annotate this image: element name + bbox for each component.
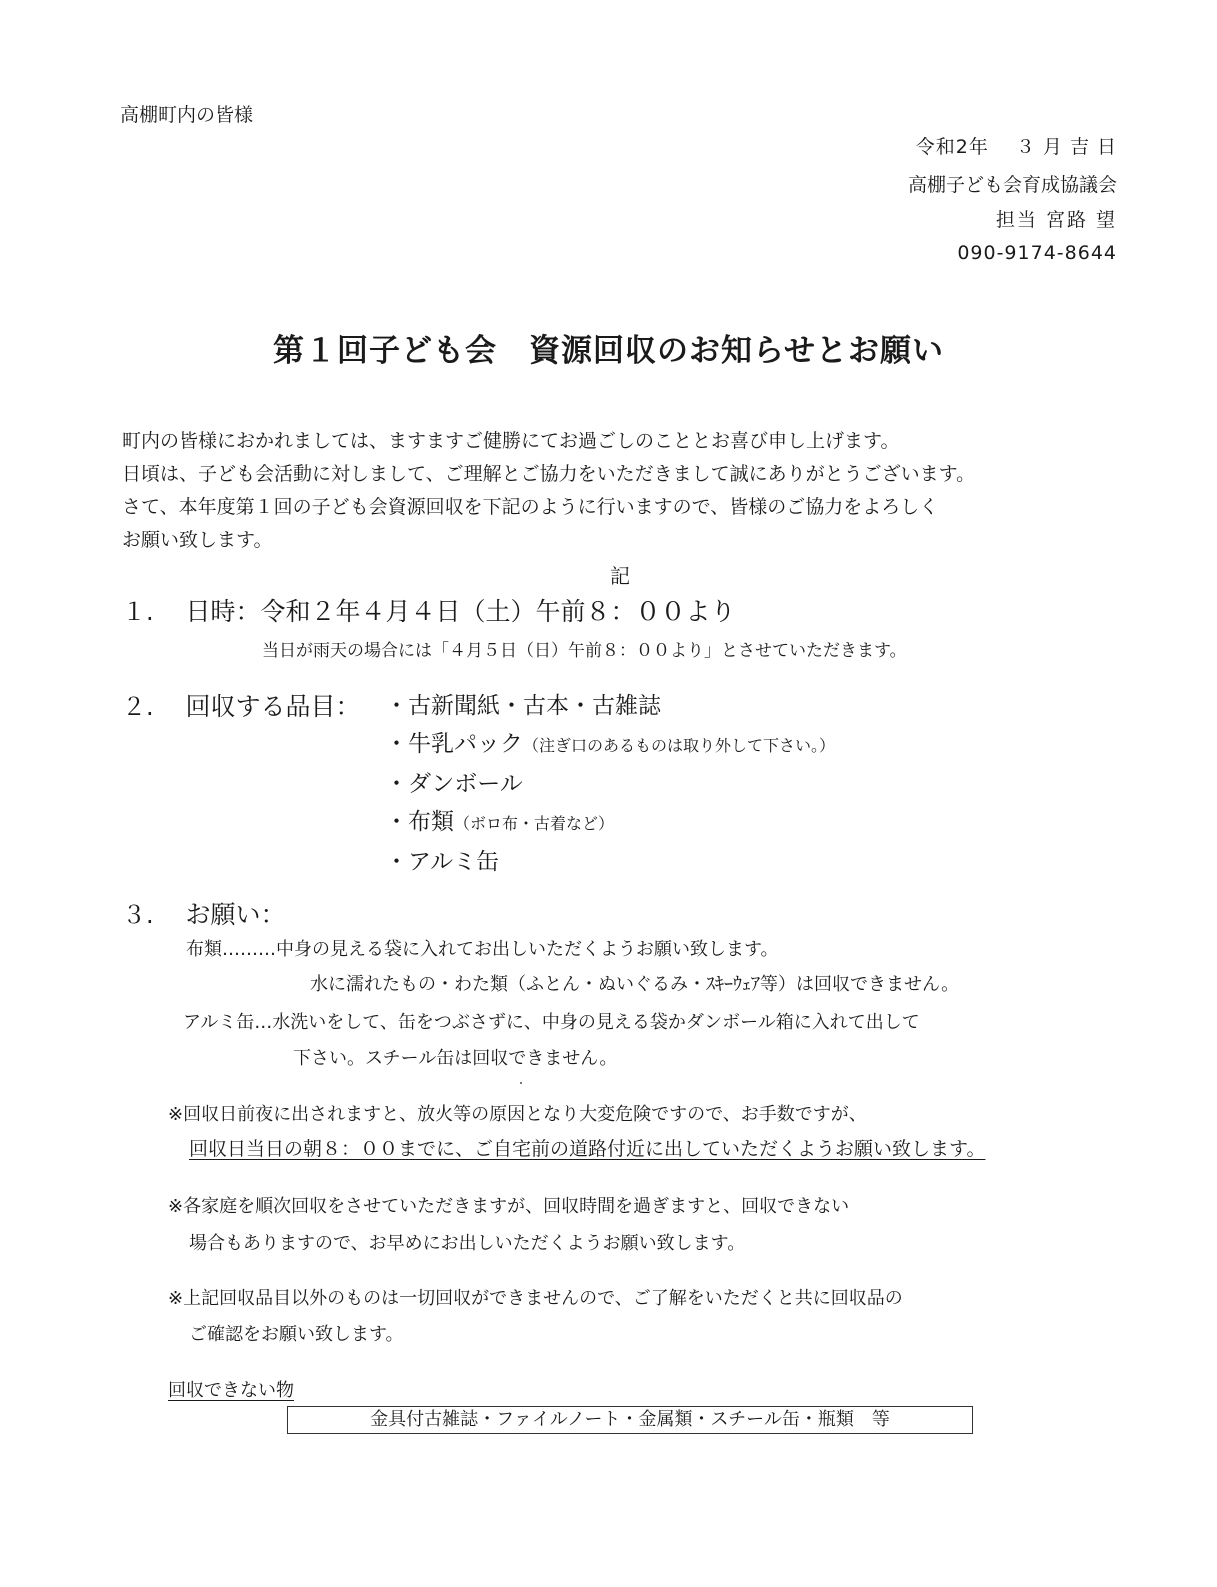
note-fire-risk: ※回収日前夜に出されますと、放火等の原因となり大変危険ですので、お手数ですが、 — [168, 1104, 867, 1125]
datetime-text: 日時：令和２年４月４日（土）午前８：００より — [185, 597, 736, 626]
addressee: 高棚町内の皆様 — [120, 104, 254, 126]
note-deadline: 回収日当日の朝８：００までに、ご自宅前の道路付近に出していただくようお願い致します。 — [189, 1138, 986, 1160]
list-item: ・アルミ缶 — [385, 849, 500, 875]
note-other-items-detail: ご確認をお願い致します。 — [189, 1324, 404, 1345]
ki-heading: 記 — [610, 564, 630, 588]
items-label: 回収する品目： — [185, 692, 361, 721]
list-item: ・古新聞紙・古本・古雑誌 — [385, 693, 661, 719]
rain-note: 当日が雨天の場合には「４月５日（日）午前８：００より」とさせていただきます。 — [262, 641, 907, 661]
note-other-items: ※上記回収品目以外のものは一切回収ができませんので、ご了解をいただくと共に回収品の — [168, 1288, 903, 1309]
section-items — [122, 687, 361, 723]
note-sequential: ※各家庭を順次回収をさせていただきますが、回収時間を過ぎますと、回収できない — [168, 1196, 850, 1217]
list-item: ・牛乳パック（注ぎ口のあるものは取り外して下さい。） — [385, 731, 836, 757]
note-sequential-detail: 場合もありますので、お早めにお出しいただくようお願い致します。 — [189, 1233, 746, 1254]
section-requests — [122, 895, 286, 931]
issue-date: 令和2年 ３ 月 吉 日 — [915, 136, 1117, 158]
contact-person: 担当 宮路 望 — [995, 209, 1117, 231]
page-title: 第１回子ども会 資源回収のお知らせとお願い — [272, 333, 945, 369]
intro-line: 町内の皆様におかれましては、ますますご健勝にてお過ごしのこととお喜び申し上げます。 — [122, 430, 900, 452]
scan-speck — [520, 1082, 522, 1084]
request-cloth-detail: 水に濡れたもの・わた類（ふとん・ぬいぐるみ・ｽｷｰｳｪｱ等）は回収できません。 — [310, 974, 960, 995]
section-number: ３. — [122, 901, 154, 929]
uncollectable-box: 金具付古雑誌・ファイルノート・金属類・スチール缶・瓶類 等 — [287, 1406, 973, 1434]
section-number: ２. — [122, 693, 154, 721]
section-number: １. — [122, 598, 154, 626]
requests-label: お願い： — [185, 900, 286, 929]
items-list — [385, 687, 835, 881]
contact-phone: 090-9174-8644 — [957, 242, 1117, 264]
intro-paragraph — [122, 425, 975, 557]
request-cans-detail: 下さい。スチール缶は回収できません。 — [293, 1048, 618, 1069]
request-cans: アルミ缶…水洗いをして、缶をつぶさずに、中身の見える袋かダンボール箱に入れて出して — [183, 1012, 920, 1033]
request-cloth: 布類………中身の見える袋に入れてお出しいただくようお願い致します。 — [186, 939, 779, 960]
uncollectable-label: 回収できない物 — [168, 1380, 294, 1401]
organization-name: 高棚子ども会育成協議会 — [907, 174, 1117, 196]
intro-line: さて、本年度第１回の子ども会資源回収を下記のように行いますので、皆様のご協力をよろしく — [122, 496, 939, 518]
intro-line: お願い致します。 — [122, 529, 273, 551]
section-datetime — [122, 592, 736, 628]
intro-line: 日頃は、子ども会活動に対しまして、ご理解とご協力をいただきまして誠にありがとうございます。 — [122, 463, 976, 485]
list-item: ・布類（ボロ布・古着など） — [385, 809, 615, 835]
list-item: ・ダンボール — [385, 771, 523, 797]
